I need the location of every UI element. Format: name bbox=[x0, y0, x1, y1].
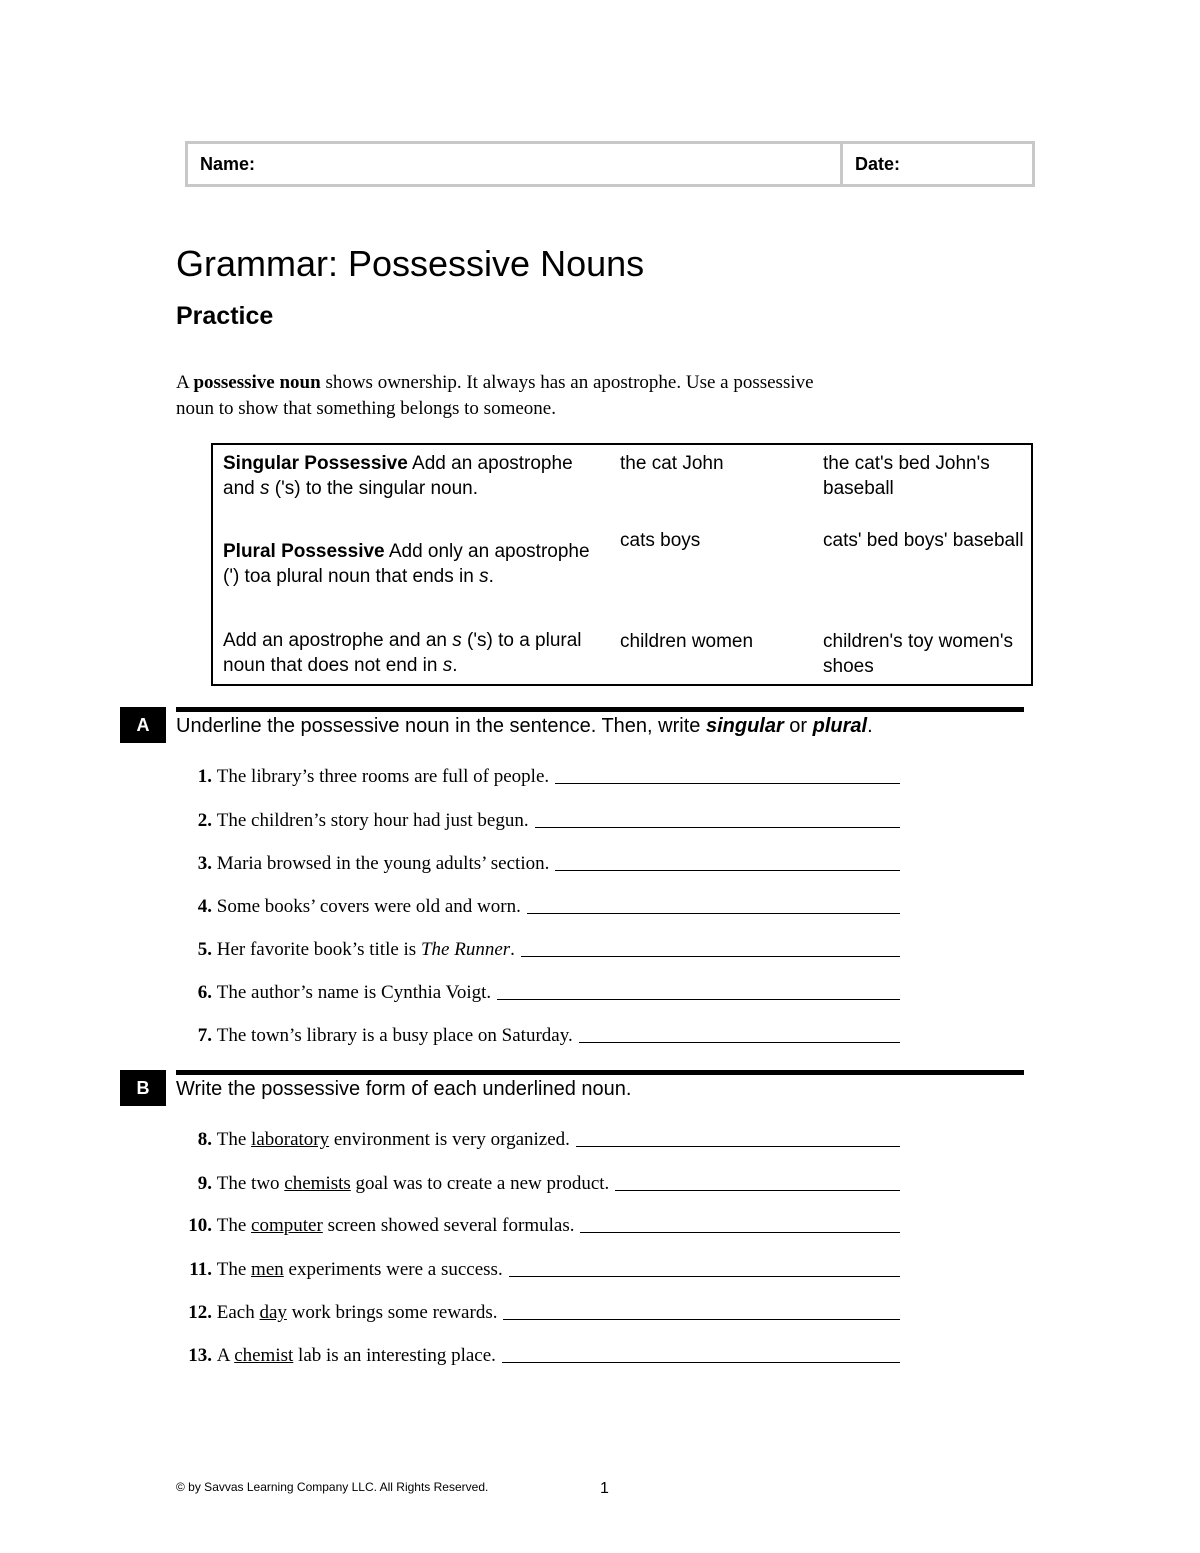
underlined-noun: day bbox=[259, 1302, 287, 1323]
question-11: 11. The men experiments were a success. bbox=[176, 1255, 900, 1281]
answer-line[interactable] bbox=[535, 827, 900, 828]
rule-irregular-examples: children women bbox=[620, 631, 754, 652]
name-label: Name: bbox=[200, 153, 256, 174]
question-7: 7. The town’s library is a busy place on Saturday. bbox=[176, 1021, 900, 1047]
question-text: The town’s library is a busy place on Saturday. bbox=[216, 1025, 573, 1046]
question-text: The laboratory environment is very organized. bbox=[216, 1129, 570, 1150]
question-text: Her favorite book’s title is The Runner. bbox=[216, 939, 515, 960]
name-date-box bbox=[185, 141, 1035, 187]
section-b-badge: B bbox=[120, 1070, 166, 1106]
question-2: 2. The children’s story hour had just begun. bbox=[176, 806, 900, 832]
question-text: The computer screen showed several formulas. bbox=[216, 1215, 575, 1236]
rule-singular-results: the cat's bed John's baseball bbox=[823, 453, 990, 499]
page-title: Grammar: Possessive Nouns bbox=[176, 243, 645, 284]
date-label: Date: bbox=[855, 153, 901, 174]
question-5: 5. Her favorite book’s title is The Runner. bbox=[176, 935, 900, 961]
answer-line[interactable] bbox=[576, 1146, 900, 1147]
question-text: The library’s three rooms are full of people. bbox=[216, 766, 550, 787]
rule-irregular: Add an apostrophe and an s ('s) to a plural noun that does not end in s. bbox=[223, 630, 582, 676]
question-text: Some books’ covers were old and worn. bbox=[216, 896, 521, 917]
rules-table bbox=[211, 443, 1033, 686]
rule-irregular-results: children's toy women's shoes bbox=[823, 631, 1013, 677]
underlined-noun: chemists bbox=[284, 1173, 351, 1194]
rule-plural: Plural Possessive Add only an apostrophe (') toa plural noun that ends in s. bbox=[223, 541, 590, 587]
question-text: Each day work brings some rewards. bbox=[216, 1302, 498, 1323]
question-10: 10. The computer screen showed several formulas. bbox=[176, 1211, 900, 1237]
answer-line[interactable] bbox=[527, 913, 900, 914]
rule-singular: Singular Possessive Add an apostrophe and s ('s) to the singular noun. bbox=[223, 453, 573, 499]
question-4: 4. Some books’ covers were old and worn. bbox=[176, 892, 900, 918]
question-3: 3. Maria browsed in the young adults’ section. bbox=[176, 849, 900, 875]
question-text: The children’s story hour had just begun. bbox=[216, 810, 529, 831]
intro-paragraph: A possessive noun shows ownership. It always has an apostrophe. Use a possessive noun to show that something belongs to someone. bbox=[176, 372, 814, 419]
section-b-instruction: Write the possessive form of each underlined noun. bbox=[176, 1078, 632, 1100]
rule-singular-examples: the cat John bbox=[620, 453, 724, 474]
answer-line[interactable] bbox=[503, 1319, 900, 1320]
page-subtitle: Practice bbox=[176, 302, 274, 330]
question-8: 8. The laboratory environment is very organized. bbox=[176, 1125, 900, 1151]
question-text: The author’s name is Cynthia Voigt. bbox=[216, 982, 492, 1003]
rule-plural-results: cats' bed boys' baseball bbox=[823, 530, 1024, 551]
answer-line[interactable] bbox=[579, 1042, 900, 1043]
answer-line[interactable] bbox=[555, 783, 900, 784]
question-text: A chemist lab is an interesting place. bbox=[216, 1345, 496, 1366]
underlined-noun: laboratory bbox=[251, 1129, 330, 1150]
rule-plural-examples: cats boys bbox=[620, 530, 701, 551]
question-1: 1. The library’s three rooms are full of people. bbox=[176, 762, 900, 788]
section-a-badge: A bbox=[120, 707, 166, 743]
answer-line[interactable] bbox=[580, 1232, 900, 1233]
underlined-noun: chemist bbox=[234, 1345, 294, 1366]
question-12: 12. Each day work brings some rewards. bbox=[176, 1298, 900, 1324]
answer-line[interactable] bbox=[521, 956, 900, 957]
section-a-instruction: Underline the possessive noun in the sentence. Then, write singular or plural. bbox=[176, 715, 873, 737]
name-field[interactable] bbox=[188, 144, 843, 184]
date-field[interactable] bbox=[843, 144, 1032, 184]
answer-line[interactable] bbox=[497, 999, 900, 1000]
page-number: 1 bbox=[600, 1480, 609, 1497]
copyright-notice: © by Savvas Learning Company LLC. All Rights Reserved. bbox=[176, 1480, 489, 1494]
question-text: The men experiments were a success. bbox=[216, 1259, 503, 1280]
section-a-divider bbox=[176, 707, 1024, 712]
question-text: The two chemists goal was to create a new product. bbox=[216, 1173, 610, 1194]
answer-line[interactable] bbox=[502, 1362, 900, 1363]
answer-line[interactable] bbox=[509, 1276, 900, 1277]
answer-line[interactable] bbox=[615, 1190, 900, 1191]
answer-line[interactable] bbox=[555, 870, 900, 871]
question-13: 13. A chemist lab is an interesting place. bbox=[176, 1341, 900, 1367]
intro-term: possessive noun bbox=[193, 372, 321, 393]
underlined-noun: computer bbox=[251, 1215, 323, 1236]
section-b-divider bbox=[176, 1070, 1024, 1075]
question-text: Maria browsed in the young adults’ section. bbox=[216, 853, 550, 874]
question-6: 6. The author’s name is Cynthia Voigt. bbox=[176, 978, 900, 1004]
question-9: 9. The two chemists goal was to create a new product. bbox=[176, 1169, 900, 1195]
underlined-noun: men bbox=[251, 1259, 284, 1280]
